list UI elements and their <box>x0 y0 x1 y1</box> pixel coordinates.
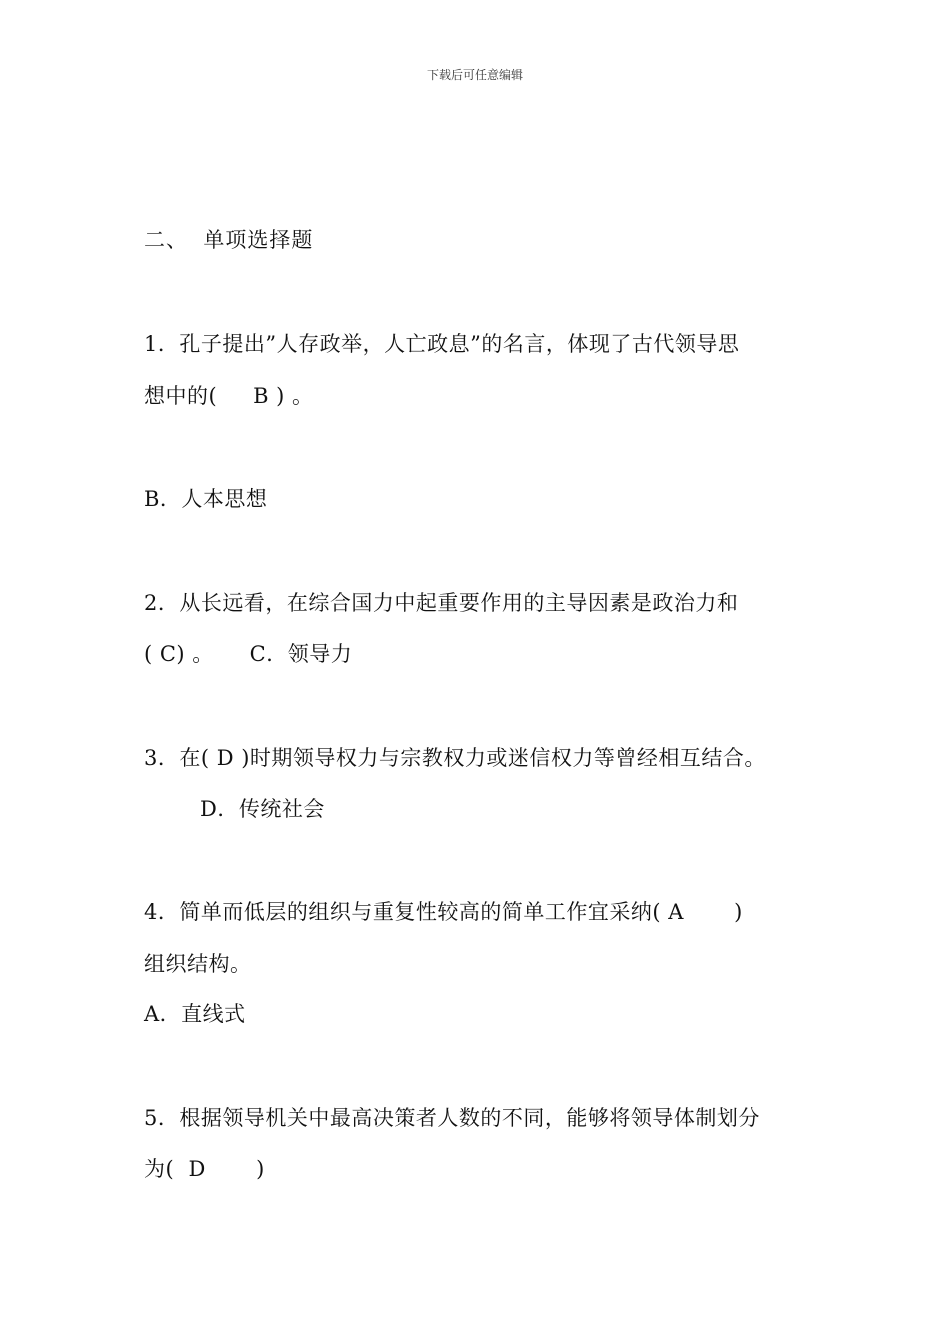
section-title: 二、 单项选择题 <box>144 228 314 252</box>
question-2-text-line-1: 2．从长远看，在综合国力中起重要作用的主导因素是政治力和 <box>144 591 739 615</box>
question-2-text-line-2: ( C) 。 C．领导力 <box>144 642 353 666</box>
question-3-answer: D．传统社会 <box>200 797 325 821</box>
question-3-text-line-1: 3．在( D )时期领导权力与宗教权力或迷信权力等曾经相互结合。 <box>144 746 766 770</box>
question-1-text-line-1: 1．孔子提出”人存政举，人亡政息”的名言，体现了古代领导思 <box>144 332 740 356</box>
question-4-text-line-2: 组织结构。 <box>144 952 252 976</box>
question-1-answer: B．人本思想 <box>144 487 268 511</box>
question-1-text-line-2: 想中的( B ) 。 <box>144 384 314 408</box>
page-header-note: 下载后可任意编辑 <box>426 68 523 82</box>
question-4-answer: A．直线式 <box>144 1002 246 1026</box>
question-5-text-line-2: 为( D ) <box>144 1157 265 1181</box>
question-5-text-line-1: 5．根据领导机关中最高决策者人数的不同，能够将领导体制划分 <box>144 1106 760 1130</box>
question-4-text-line-1: 4．简单而低层的组织与重复性较高的简单工作宜采纳( A ) <box>144 900 743 924</box>
